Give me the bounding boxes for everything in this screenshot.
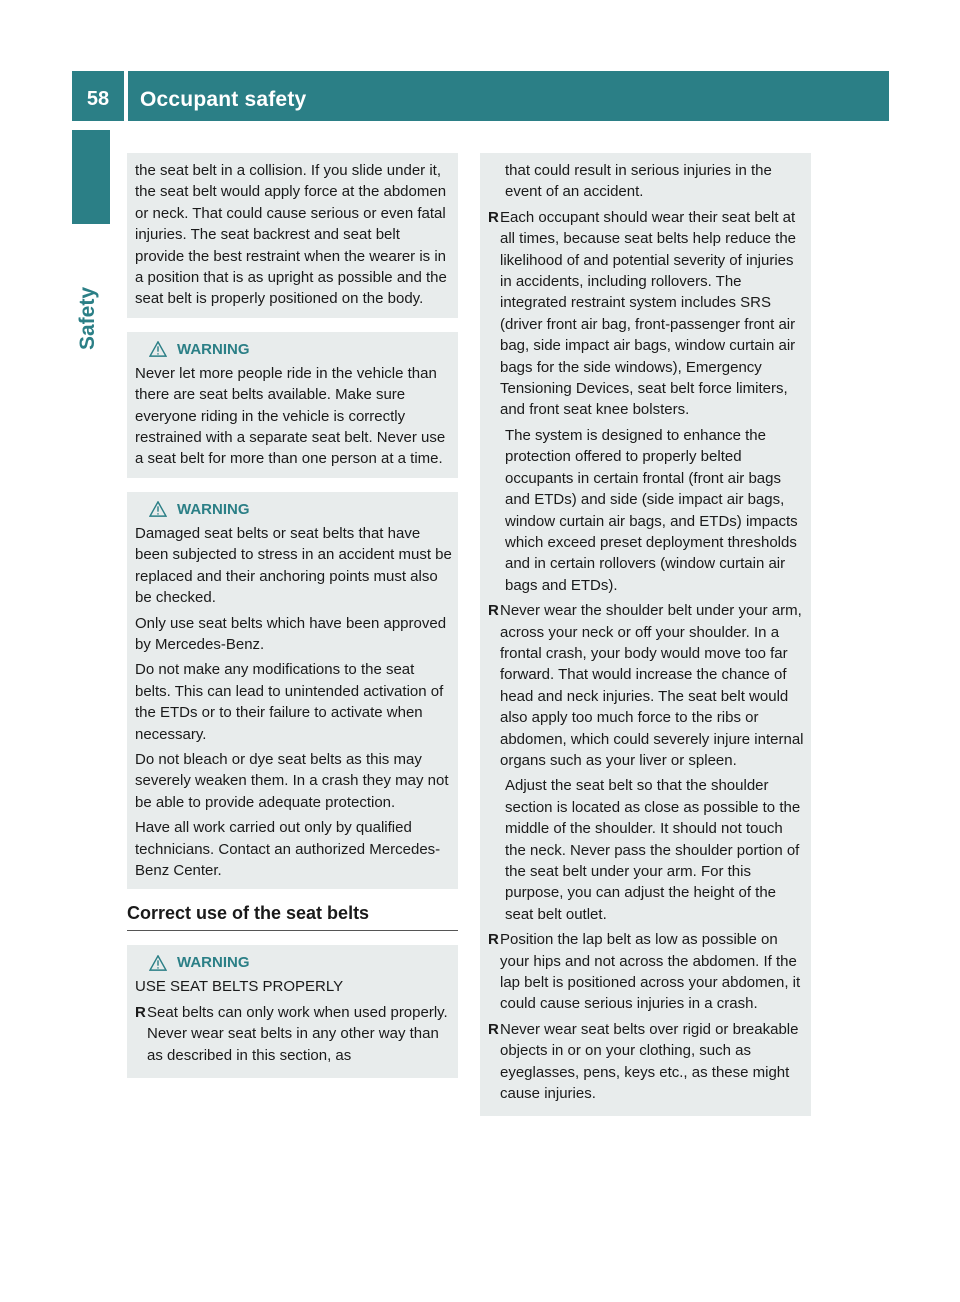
- bullet-marker: R: [488, 208, 499, 226]
- side-tab: [76, 250, 106, 350]
- list-item-text: Position the lap belt as low as possible on your hips and not across the abdomen. If the lap belt is positioned across your abdomen, it could cause serious injuries in a crash.: [500, 931, 801, 1013]
- section-heading: Correct use of the seat belts: [127, 903, 458, 931]
- list-item: [135, 1002, 452, 1066]
- spacer: [127, 931, 458, 945]
- list-item: [488, 929, 805, 1015]
- left-column: [127, 153, 458, 1092]
- paragraph: Do not make any modifications to the seat belts. This can lead to unintended activation of the ETDs or to their failure to activate when necessary.: [135, 661, 444, 743]
- warning-box-3: [127, 945, 458, 1078]
- warning-triangle-icon: [149, 341, 167, 357]
- bullet-marker: R: [488, 1020, 499, 1038]
- page-number: 58: [86, 88, 110, 110]
- warning-box-2: [127, 492, 458, 890]
- warning-label: WARNING: [177, 954, 250, 972]
- list-item: [488, 1019, 805, 1105]
- header-divider: [124, 71, 128, 121]
- warning-triangle-icon: [149, 501, 167, 517]
- warning-triangle-icon: [149, 955, 167, 971]
- warning-heading: [149, 341, 452, 358]
- list-item: [488, 600, 805, 771]
- warning-label: WARNING: [177, 500, 250, 518]
- right-column: [480, 153, 811, 1130]
- list-item-text: Never wear the shoulder belt under your arm, across your neck or off your shoulder. In a frontal crash, your body would move too far forward. That would increase the chance of head and neck injuries. The seat belt would also apply too much force to the ribs or abdomen, which could severely injure internal organs such as your liver or spleen.: [500, 602, 804, 769]
- paragraph: the seat belt in a collision. If you slide under it, the seat belt would apply force at the abdomen or neck. That could cause serious or even fatal injuries. The seat backrest and seat belt provide the best restraint when the wearer is in a position that is as upright as possible and the seat belt is properly positioned on the body.: [135, 162, 447, 308]
- warning-heading: [149, 954, 452, 971]
- list-item-text: Never wear seat belts over rigid or breakable objects in or on your clothing, such as eyeglasses, pens, keys etc., as these might cause injuries.: [500, 1020, 799, 1103]
- warning-label: WARNING: [177, 340, 250, 358]
- paragraph: Damaged seat belts or seat belts that have been subjected to stress in an accident must be replaced and their anchoring points must also be checked.: [135, 524, 452, 607]
- warning-heading: [149, 501, 452, 518]
- side-tab-block: [72, 130, 110, 224]
- list-item-text: Each occupant should wear their seat belt at all times, because seat belts help reduce the likelihood of and potential severity of injuries in accidents, including rollovers. The integrated restraint system includes SRS (driver front air bag, front-passenger front air bag, side impact air bags, window curtain air bags for the side windows), Emergency Tensioning Devices, seat belt force limiters, and front seat knee bolsters.: [500, 208, 797, 419]
- warning-box-1: [127, 332, 458, 478]
- paragraph: Do not bleach or dye seat belts as this may severely weaken them. In a crash they may not be able to provide adequate protection.: [135, 750, 449, 811]
- paragraph: that could result in serious injuries in the event of an accident.: [505, 162, 772, 201]
- paragraph: Never let more people ride in the vehicle than there are seat belts available. Make sure everyone riding in the vehicle is correctly restrained with a separate seat belt. Never use a seat belt for more than one person at a time.: [135, 364, 446, 468]
- bullet-marker: R: [488, 931, 499, 949]
- info-box: [127, 153, 458, 318]
- paragraph: Only use seat belts which have been approved by Mercedes-Benz.: [135, 614, 447, 653]
- paragraph: Have all work carried out only by qualified technicians. Contact an authorized Mercedes-Benz Center.: [135, 819, 441, 879]
- list-item-text: Seat belts can only work when used properly. Never wear seat belts in any other way than as described in this section, as: [147, 1003, 448, 1064]
- side-tab-label: Safety: [76, 286, 99, 350]
- paragraph: Adjust the seat belt so that the shoulder section is located as close as possible to the middle of the shoulder. It should not touch the neck. Never pass the shoulder portion of the seat belt under your arm. For this purpose, you can adjust the height of the seat belt outlet.: [505, 777, 801, 923]
- bullet-marker: R: [488, 602, 499, 620]
- page-title: Occupant safety: [140, 88, 307, 111]
- paragraph: USE SEAT BELTS PROPERLY: [135, 978, 344, 996]
- warning-continuation-box: [480, 153, 811, 1116]
- bullet-marker: R: [135, 1003, 146, 1021]
- paragraph: The system is designed to enhance the protection offered to properly belted occupants in certain frontal (front air bags and ETDs) and side (side impact air bags, window curtain air bags, and ETDs) impacts which exceed preset deployment thresholds and in certain rollovers (window curtain air bags and ETDs).: [505, 426, 798, 594]
- list-item: [488, 207, 805, 421]
